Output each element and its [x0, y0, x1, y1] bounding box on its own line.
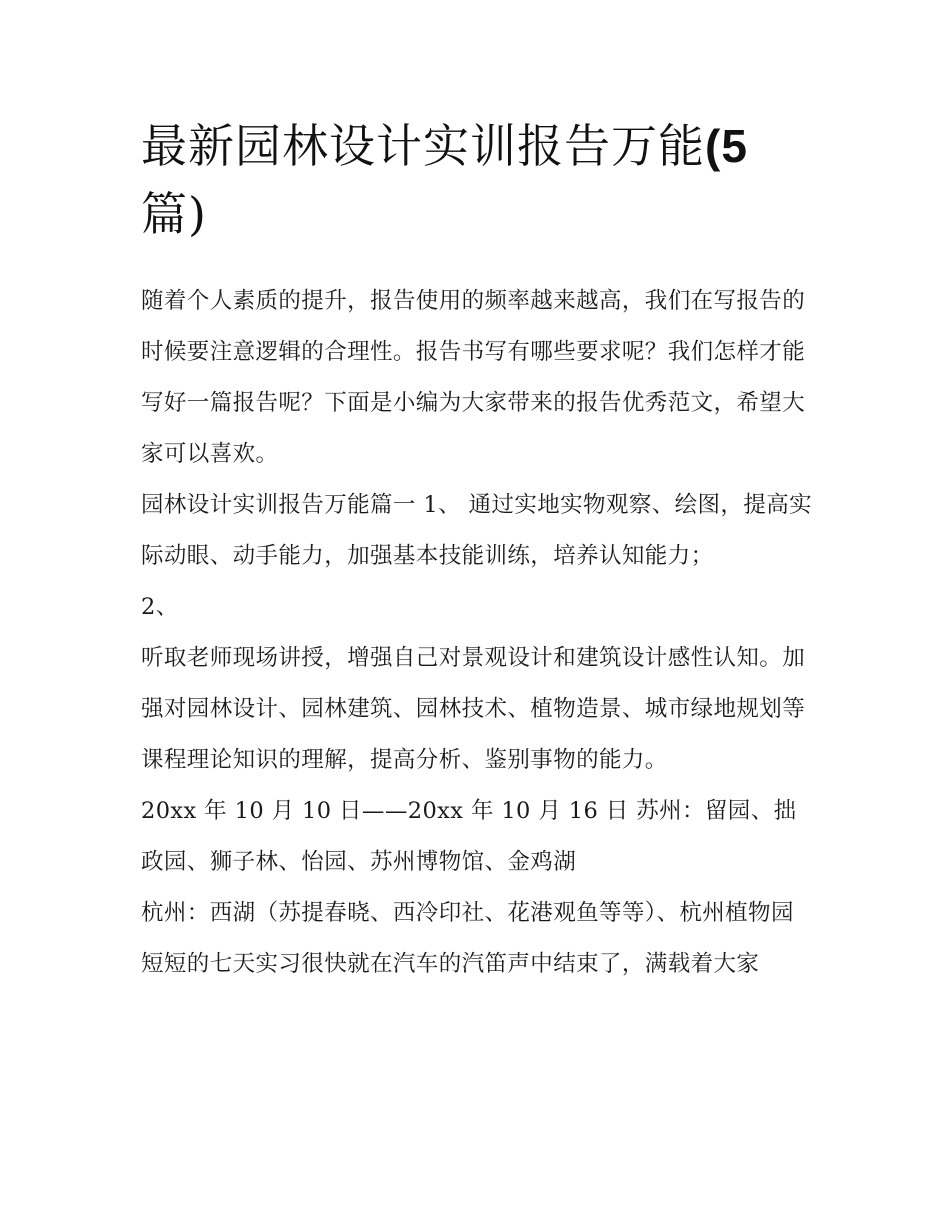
- item-two-label: 2、: [141, 594, 179, 620]
- title-number: (5: [705, 120, 748, 172]
- document-title: [141, 112, 821, 248]
- closing-paragraph: 短短的七天实习很快就在汽车的汽笛声中结束了，满载着大家: [141, 951, 760, 977]
- section-one-paragraph: 园林设计实训报告万能篇一 1、 通过实地实物观察、绘图，提高实际动眼、动手能力，加强基本技能训练，培养认知能力；: [141, 492, 813, 569]
- document-body: [141, 276, 813, 990]
- dates-paragraph: 20xx 年 10 月 10 日——20xx 年 10 月 16 日 苏州：留园、拙政园、狮子林、怡园、苏州博物馆、金鸡湖: [141, 798, 797, 875]
- title-main: 最新园林设计实训报告万能: [141, 119, 705, 173]
- hangzhou-paragraph: 杭州：西湖（苏提春晓、西冷印社、花港观鱼等等）、杭州植物园: [141, 900, 794, 926]
- title-end: 篇): [141, 187, 207, 241]
- intro-paragraph: 随着个人素质的提升，报告使用的频率越来越高，我们在写报告的时候要注意逻辑的合理性。报告书写有哪些要求呢？我们怎样才能写好一篇报告呢？下面是小编为大家带来的报告优秀范文，希望大家可以喜欢。: [141, 288, 806, 467]
- item-two-paragraph: 听取老师现场讲授，增强自己对景观设计和建筑设计感性认知。加强对园林设计、园林建筑、园林技术、植物造景、城市绿地规划等课程理论知识的理解，提高分析、鉴别事物的能力。: [141, 645, 806, 773]
